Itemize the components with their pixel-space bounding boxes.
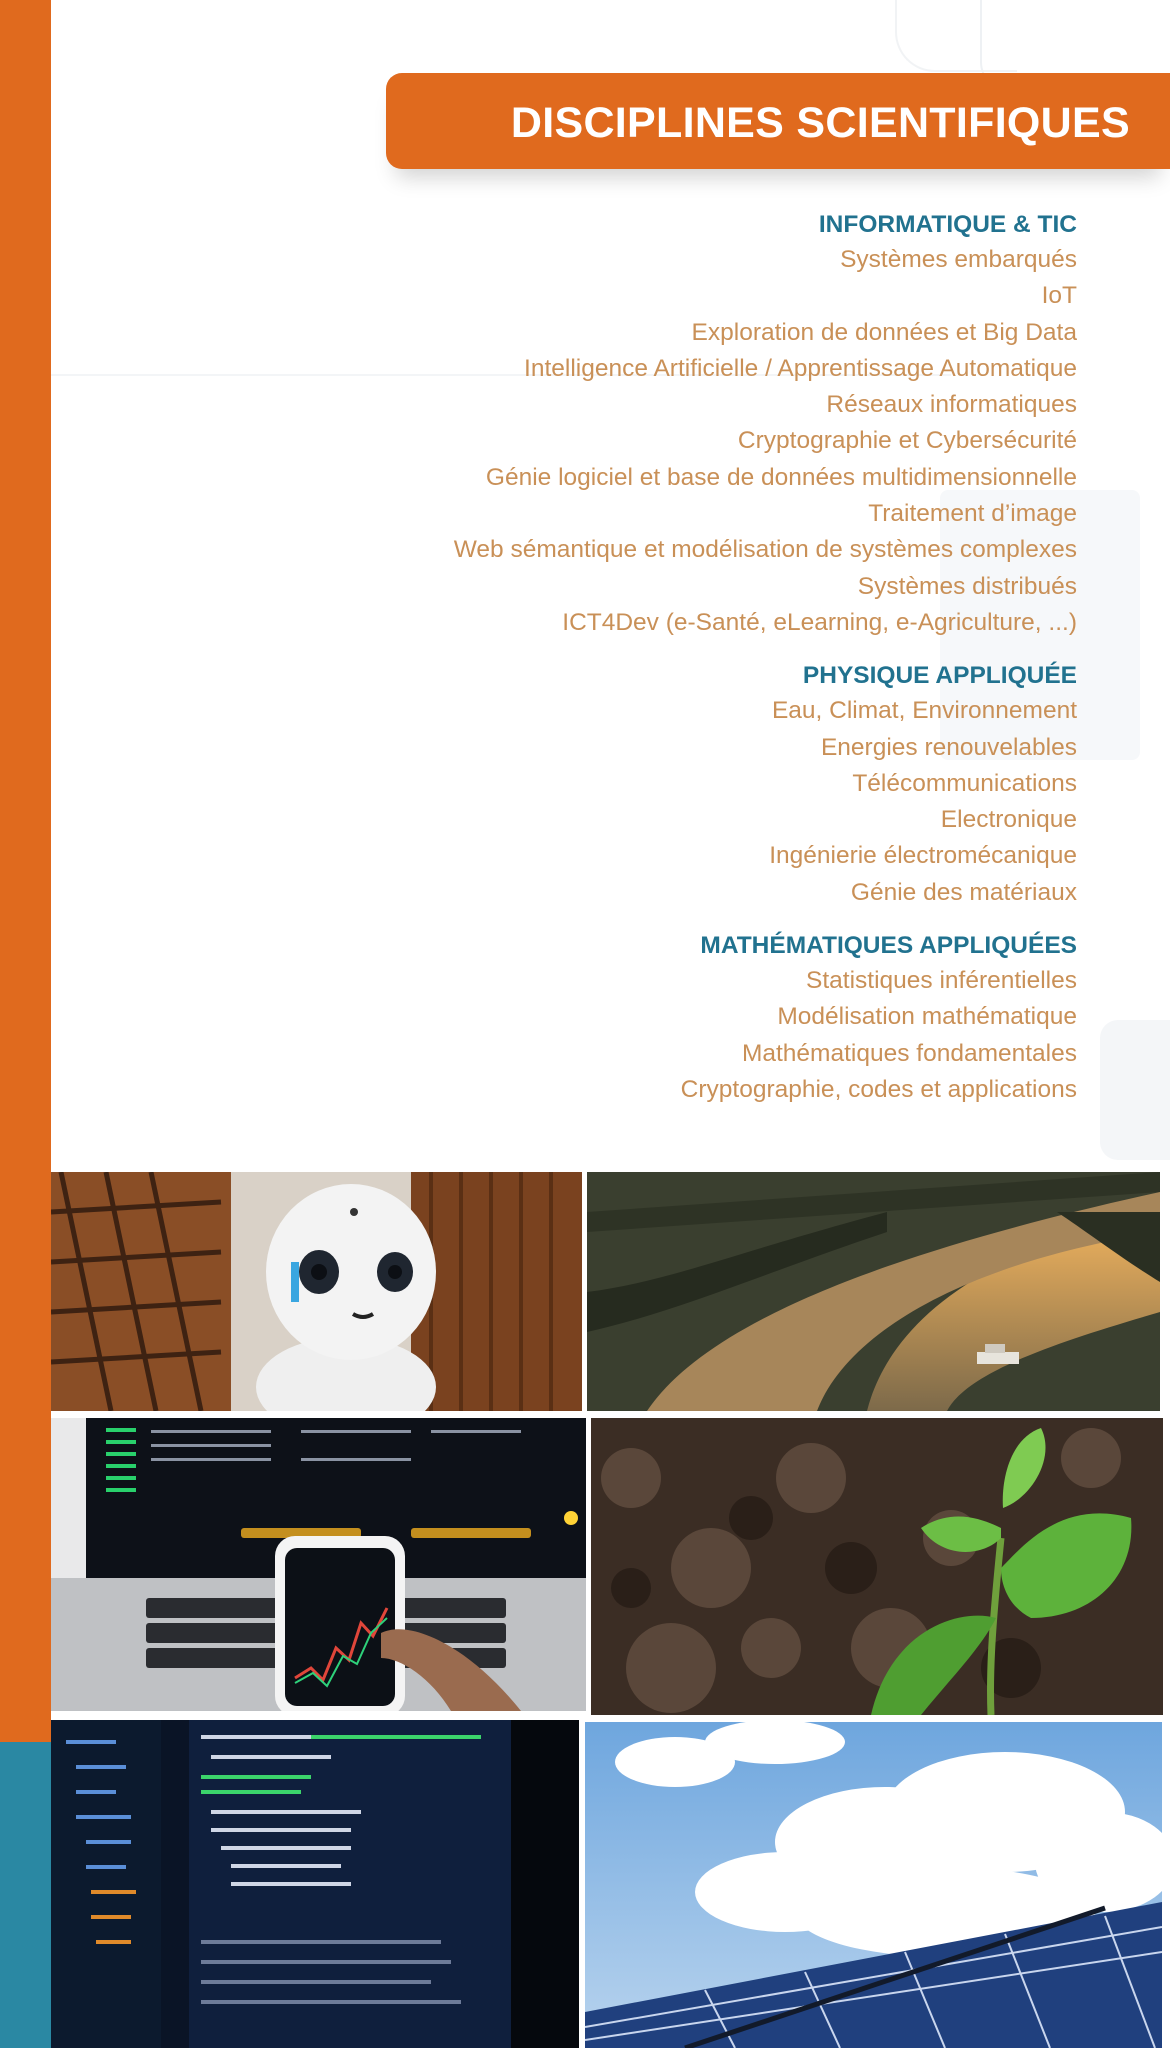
discipline-item: Réseaux informatiques — [826, 391, 1077, 419]
discipline-item: Génie des matériaux — [850, 878, 1077, 906]
discipline-item: ICT4Dev (e-Santé, eLearning, e-Agriculture, ...) — [562, 608, 1077, 636]
section-title: MATHÉMATIQUES APPLIQUÉES — [700, 932, 1077, 960]
discipline-item: Modélisation mathématique — [777, 1003, 1077, 1031]
discipline-item: Télécommunications — [852, 769, 1077, 797]
discipline-item: Statistiques inférentielles — [805, 967, 1077, 995]
discipline-item: Intelligence Artificielle / Apprentissage Automatique — [524, 354, 1077, 382]
seedling-photo — [591, 1418, 1163, 1715]
section-physique — [317, 659, 1077, 911]
discipline-item: Systèmes embarqués — [840, 246, 1077, 273]
section-mathematiques — [317, 929, 1077, 1108]
page-title: DISCIPLINES SCIENTIFIQUES — [510, 99, 1130, 147]
discipline-item: Web sémantique et modélisation de systèmes complexes — [453, 536, 1077, 564]
discipline-item: Cryptographie et Cybersécurité — [737, 427, 1077, 455]
solar-panel-photo — [585, 1722, 1162, 2048]
left-accent-bar-orange — [0, 0, 51, 1742]
discipline-item: Mathématiques fondamentales — [741, 1039, 1077, 1067]
background-decoration — [1100, 1020, 1170, 1160]
discipline-item: Cryptographie, codes et applications — [680, 1075, 1077, 1103]
river-photo — [587, 1172, 1160, 1411]
discipline-item: Exploration de données et Big Data — [691, 318, 1077, 346]
title-banner — [386, 73, 1170, 169]
code-screen-photo — [51, 1720, 579, 2048]
discipline-item: Energies renouvelables — [820, 733, 1077, 761]
discipline-item: IoT — [1041, 282, 1077, 310]
disciplines-list — [317, 208, 1077, 1126]
discipline-item: Ingénierie électromécanique — [769, 842, 1077, 870]
section-title: INFORMATIQUE & TIC — [818, 211, 1077, 238]
discipline-item: Electronique — [940, 806, 1077, 834]
discipline-item: Traitement d’image — [868, 500, 1077, 528]
discipline-item: Génie logiciel et base de données multidimensionnelle — [485, 463, 1077, 491]
robot-photo — [51, 1172, 582, 1411]
laptop-trading-photo — [51, 1418, 586, 1711]
discipline-item: Systèmes distribués — [857, 572, 1077, 600]
section-informatique — [317, 208, 1077, 641]
left-accent-bar-teal — [0, 1742, 51, 2048]
section-title: PHYSIQUE APPLIQUÉE — [802, 662, 1077, 690]
discipline-item: Eau, Climat, Environnement — [771, 697, 1077, 725]
